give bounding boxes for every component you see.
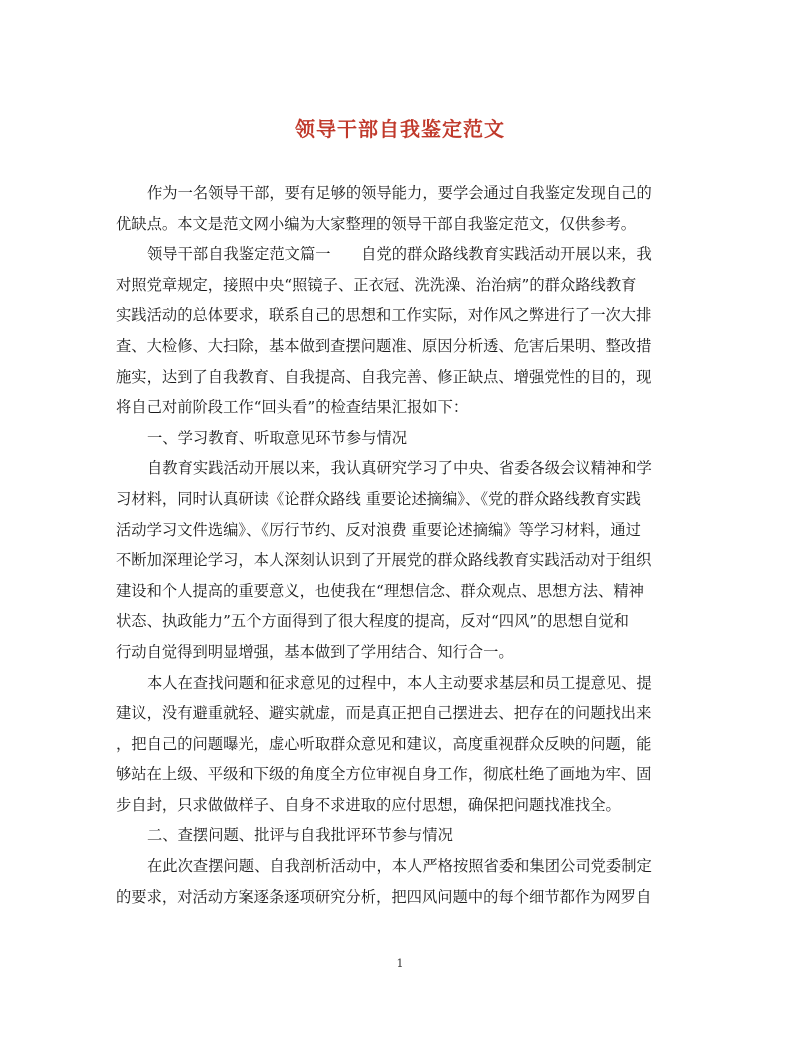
text-line: 作为一名领导干部，要有足够的领导能力，要学会通过自我鉴定发现自己的 [147,184,652,202]
text-line: 步自封，只求做做样子、自身不求进取的应付思想，确保把问题找准找全。 [116,795,621,814]
text-line: 本人在查找问题和征求意见的过程中，本人主动要求基层和员工提意见、提 [147,673,652,692]
text-line: 对照党章规定，接照中央“照镜子、正衣冠、洗洗澡、治治病”的群众路线教育 [116,275,637,294]
text-line: 二、查摆问题、批评与自我批评环节参与情况 [147,826,453,845]
text-line: 习材料，同时认真研读《论群众路线 重要论述摘编》、《党的群众路线教育实践 [116,489,641,508]
text-line: 施实，达到了自我教育、自我提高、自我完善、修正缺点、增强党性的目的，现 [116,367,652,386]
text-line: 活动学习文件选编》、《厉行节约、反对浪费 重要论述摘编》等学习材料，通过 [116,520,641,539]
text-line: 优缺点。本文是范文网小编为大家整理的领导干部自我鉴定范文，仅供参考。 [116,214,637,233]
document-title: 领导干部自我鉴定范文 [295,117,505,141]
document-body [116,178,684,912]
text-line: 自教育实践活动开展以来，我认真研究学习了中央、省委各级会议精神和学 [147,459,652,478]
text-line: 的要求，对活动方案逐条逐项研究分析，把四风问题中的每个细节都作为网罗自 [116,887,652,906]
page-number: 1 [396,957,404,970]
text-line: ，把自己的问题曝光，虚心听取群众意见和建议，高度重视群众反映的问题，能 [116,734,652,753]
text-line: 建议，没有避重就轻、避实就虚，而是真正把自己摆进去、把存在的问题找出来 [116,704,652,723]
text-line: 行动自觉得到明显增强，基本做到了学用结合、知行合一。 [116,642,514,661]
text-line: 领导干部自我鉴定范文篇一 自党的群众路线教育实践活动开展以来，我 [147,245,652,264]
text-line: 将自己对前阶段工作“回头看”的检查结果汇报如下： [116,398,469,417]
text-line: 够站在上级、平级和下级的角度全方位审视自身工作，彻底杜绝了画地为牢、固 [116,765,652,784]
text-line: 在此次查摆问题、自我剖析活动中，本人严格按照省委和集团公司党委制定 [147,857,652,876]
text-line: 建设和个人提高的重要意义，也使我在“理想信念、群众观点、思想方法、精神 [116,581,644,600]
text-line: 查、大检修、大扫除，基本做到查摆问题准、原因分析透、危害后果明、整改措 [116,336,652,355]
text-line: 状态、执政能力”五个方面得到了很大程度的提高，反对“四风”的思想自觉和 [116,612,629,631]
text-line: 实践活动的总体要求，联系自己的思想和工作实际，对作风之弊进行了一次大排 [116,306,652,325]
text-line: 一、学习教育、听取意见环节参与情况 [147,428,408,447]
text-line: 不断加深理论学习，本人深刻认识到了开展党的群众路线教育实践活动对于组织 [116,551,652,570]
